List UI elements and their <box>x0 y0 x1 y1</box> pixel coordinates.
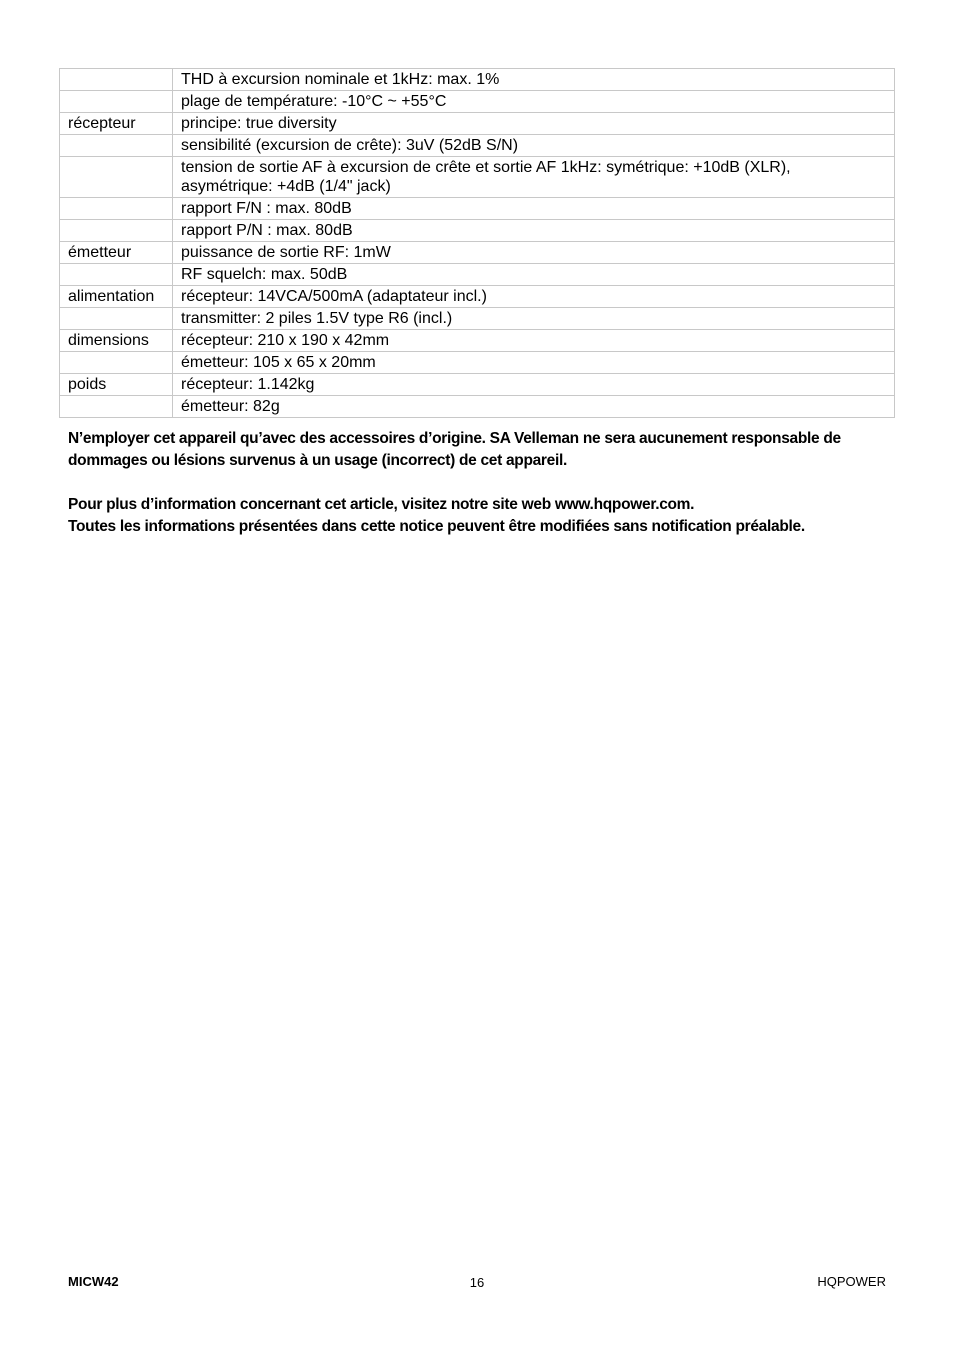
spec-value: rapport F/N : max. 80dB <box>173 198 895 220</box>
spec-value: récepteur: 210 x 190 x 42mm <box>173 330 895 352</box>
spec-value: plage de température: -10°C ~ +55°C <box>173 91 895 113</box>
table-row <box>60 91 895 113</box>
table-row <box>60 286 895 308</box>
spec-table <box>59 68 895 418</box>
spec-label <box>60 352 173 374</box>
spec-label <box>60 396 173 418</box>
footer-page-number: 16 <box>469 1275 485 1290</box>
spec-value: rapport P/N : max. 80dB <box>173 220 895 242</box>
footer-brand: HQPOWER <box>817 1274 886 1289</box>
spec-label: dimensions <box>60 330 173 352</box>
spec-label <box>60 198 173 220</box>
table-row <box>60 330 895 352</box>
spec-label <box>60 308 173 330</box>
spec-value: RF squelch: max. 50dB <box>173 264 895 286</box>
spec-label: récepteur <box>60 113 173 135</box>
spec-label: poids <box>60 374 173 396</box>
spec-label <box>60 91 173 113</box>
spec-value: transmitter: 2 piles 1.5V type R6 (incl.) <box>173 308 895 330</box>
spec-value: récepteur: 1.142kg <box>173 374 895 396</box>
table-row <box>60 242 895 264</box>
table-row <box>60 220 895 242</box>
table-row <box>60 264 895 286</box>
spec-value: émetteur: 105 x 65 x 20mm <box>173 352 895 374</box>
disclaimer-paragraph: N’employer cet appareil qu’avec des accessoires d’origine. SA Velleman ne sera aucunement responsable de dommages ou lésions survenus à un usage (incorrect) de cet appareil. <box>68 430 841 469</box>
spec-value: émetteur: 82g <box>173 396 895 418</box>
spec-value: principe: true diversity <box>173 113 895 135</box>
modification-paragraph: Toutes les informations présentées dans cette notice peuvent être modifiées sans notification préalable. <box>68 518 805 535</box>
table-row <box>60 396 895 418</box>
table-row <box>60 198 895 220</box>
spec-value: THD à excursion nominale et 1kHz: max. 1% <box>173 69 895 91</box>
table-row <box>60 69 895 91</box>
notes-section <box>68 428 888 538</box>
table-row <box>60 157 895 198</box>
spec-label <box>60 264 173 286</box>
info-paragraph: Pour plus d’information concernant cet article, visitez notre site web www.hqpower.com. <box>68 496 695 513</box>
table-row <box>60 352 895 374</box>
spec-label <box>60 220 173 242</box>
footer-model: MICW42 <box>68 1274 119 1289</box>
table-row <box>60 374 895 396</box>
spec-value: puissance de sortie RF: 1mW <box>173 242 895 264</box>
table-row <box>60 113 895 135</box>
spec-label <box>60 157 173 198</box>
spec-label <box>60 69 173 91</box>
table-row <box>60 308 895 330</box>
spec-label <box>60 135 173 157</box>
spec-value: récepteur: 14VCA/500mA (adaptateur incl.) <box>173 286 895 308</box>
spec-label: alimentation <box>60 286 173 308</box>
spec-value: tension de sortie AF à excursion de crête et sortie AF 1kHz: symétrique: +10dB (XLR), asymétrique: +4dB (1/4" jack) <box>173 157 895 198</box>
table-row <box>60 135 895 157</box>
spec-label: émetteur <box>60 242 173 264</box>
spec-value: sensibilité (excursion de crête): 3uV (52dB S/N) <box>173 135 895 157</box>
